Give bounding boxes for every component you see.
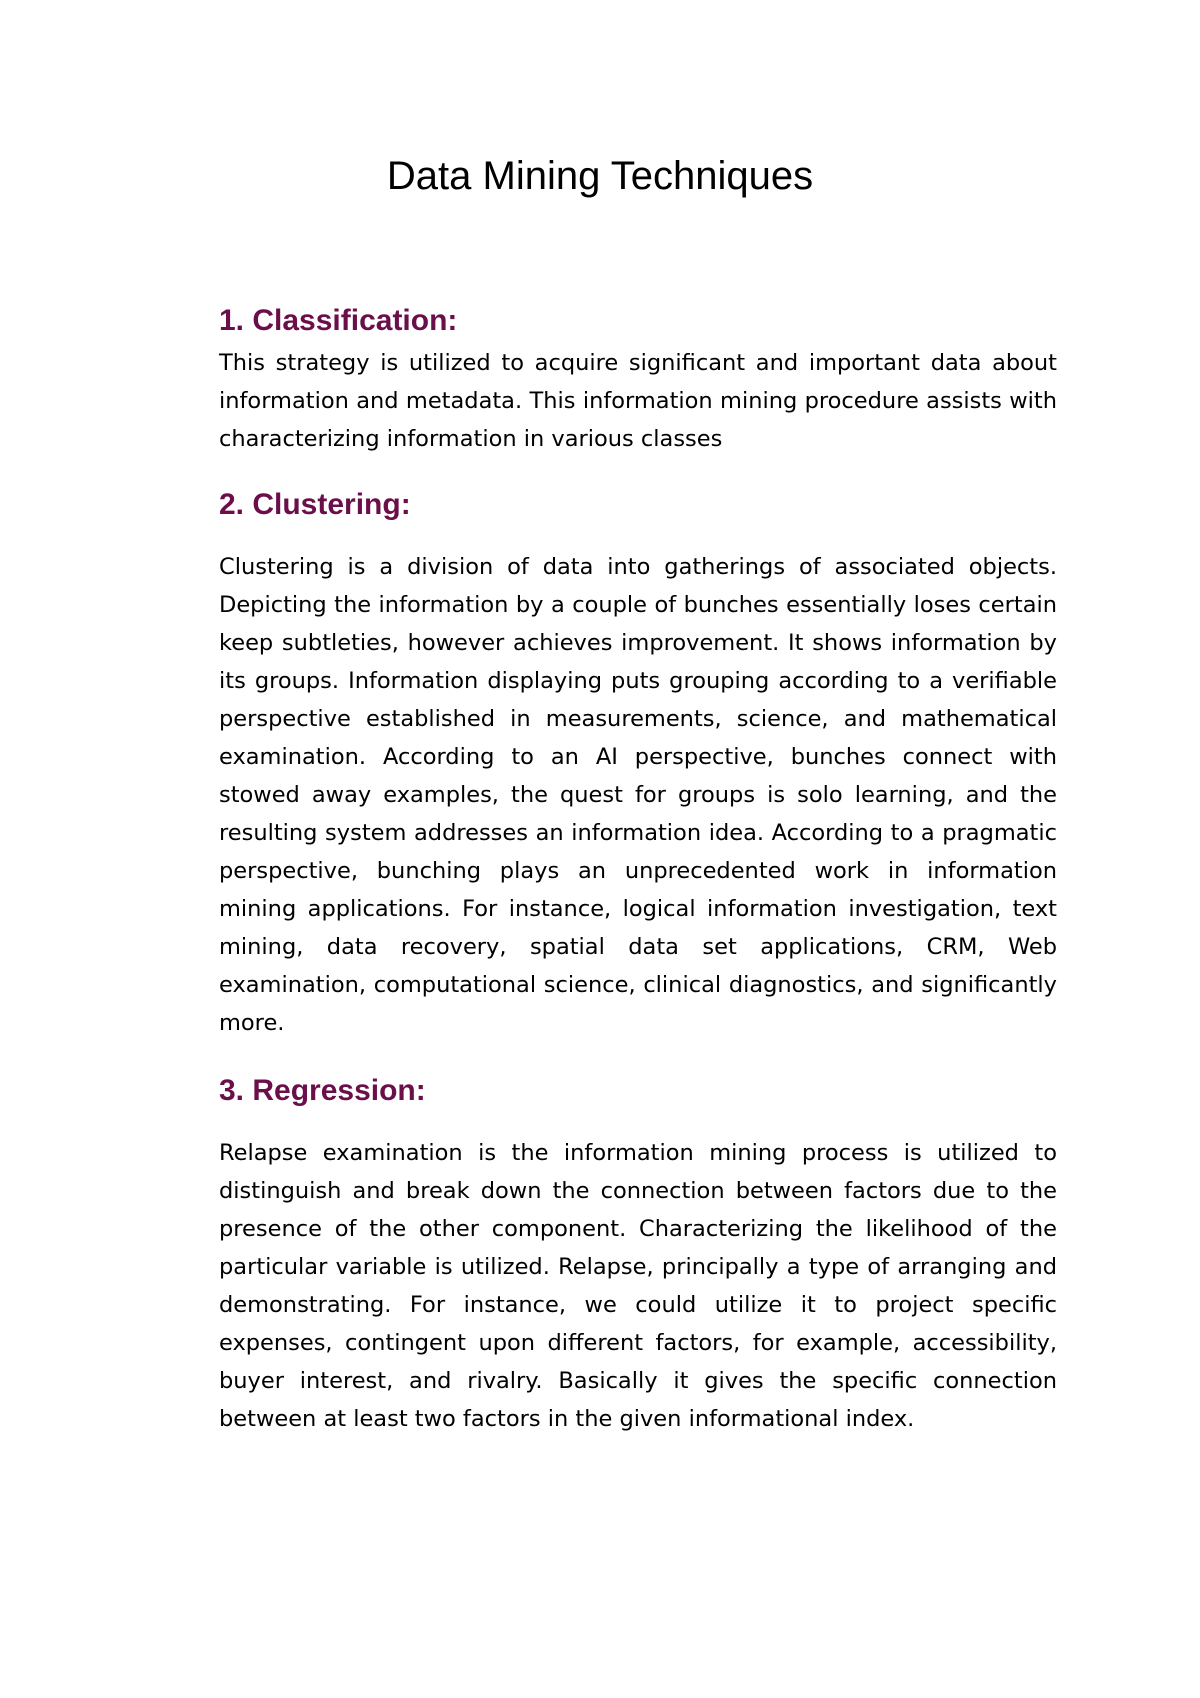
section-classification <box>219 298 1057 458</box>
section-regression <box>219 1068 1057 1438</box>
document-title: Data Mining Techniques <box>386 154 814 198</box>
section-heading-regression: 3. Regression: <box>219 1074 426 1107</box>
section-body-classification: This strategy is utilized to acquire significant and important data about information and metadata. This information mining procedure assists with characterizing information in various classes <box>219 350 1057 452</box>
section-heading-classification: 1. Classification: <box>219 304 458 337</box>
section-body-regression: Relapse examination is the information mining process is utilized to distinguish and break down the connection between factors due to the presence of the other component. Characterizing the likelihood of the particular variable is utilized. Relapse, principally a type of arranging and demonstrating. For instance, we could utilize it to project specific expenses, contingent upon different factors, for example, accessibility, buyer interest, and rivalry. Basically it gives the specific connection between at least two factors in the given informational index. <box>219 1140 1057 1432</box>
section-clustering <box>219 482 1057 1042</box>
section-heading-clustering: 2. Clustering: <box>219 488 411 521</box>
document-content <box>219 298 1057 1438</box>
section-body-clustering: Clustering is a division of data into gatherings of associated objects. Depicting the information by a couple of bunches essentially loses certain keep subtleties, however achieves improvement. It shows information by its groups. Information displaying puts grouping according to a verifiable perspective established in measurements, science, and mathematical examination. According to an AI perspective, bunches connect with stowed away examples, the quest for groups is solo learning, and the resulting system addresses an information idea. According to a pragmatic perspective, bunching plays an unprecedented work in information mining applications. For instance, logical information investigation, text mining, data recovery, spatial data set applications, CRM, Web examination, computational science, clinical diagnostics, and significantly more. <box>219 554 1057 1036</box>
